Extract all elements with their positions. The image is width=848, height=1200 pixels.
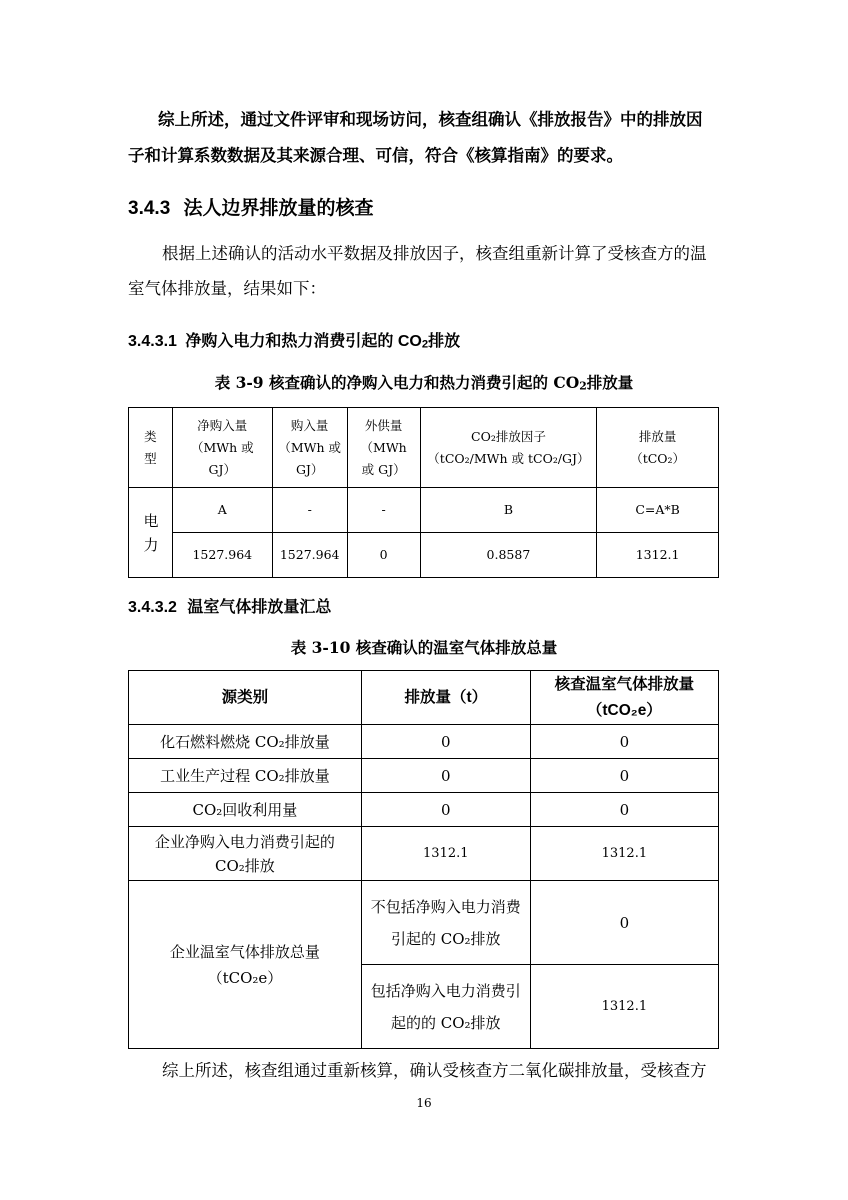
symbol-cell: B (420, 488, 597, 533)
page-number: 16 (416, 1096, 432, 1110)
header-emission: 排放量 （tCO₂） (597, 408, 719, 488)
table-1 (128, 407, 719, 578)
closing-line: 综上所述，核查组通过重新核算，确认受核查方二氧化碳排放量，受核查方 (162, 1061, 707, 1080)
header-factor: CO₂排放因子 （tCO₂/MWh 或 tCO₂/GJ） (420, 408, 597, 488)
row-verified: 0 (530, 759, 718, 793)
subsection-2-heading (128, 594, 331, 617)
symbol-cell: C=A*B (597, 488, 719, 533)
section-heading (128, 193, 374, 220)
row-verified: 1312.1 (530, 827, 718, 881)
section-para-line-1: 根据上述确认的活动水平数据及排放因子，核查组重新计算了受核查方的温 (162, 244, 707, 263)
header-purchase: 购入量（MWh 或 GJ） (272, 408, 347, 488)
total-incl-value: 1312.1 (530, 965, 718, 1049)
total-excl-label: 不包括净购入电力消费引起的 CO₂排放 (361, 881, 530, 965)
row-emission: 0 (361, 793, 530, 827)
table-2-caption: 表 3-10 核查确认的温室气体排放总量 (290, 638, 558, 657)
symbol-cell: A (172, 488, 272, 533)
row-label: 工业生产过程 CO₂排放量 (129, 759, 362, 793)
subsection-1-title: 净购入电力和热力消费引起的 $CO_2$排放 (185, 333, 461, 351)
row-emission: 0 (361, 759, 530, 793)
header-emission-t: 排放量（t） (361, 671, 530, 725)
section-title: 法人边界排放量的核查 (183, 198, 374, 219)
subsection-1-number: 3.4.3.1 (128, 333, 177, 350)
header-source: 源类别 (129, 671, 362, 725)
intro-line-1: 综上所述，通过文件评审和现场访问，核查组确认《排放报告》中的排放因 (158, 110, 703, 129)
symbol-cell: - (272, 488, 347, 533)
subsection-1-heading (128, 328, 460, 351)
value-cell: 0.8587 (420, 533, 597, 578)
row-label: 化石燃料燃烧 CO₂排放量 (129, 725, 362, 759)
row-label: 企业净购入电力消费引起的 CO₂排放 (129, 827, 362, 881)
value-cell: 0 (347, 533, 420, 578)
value-cell: 1527.964 (272, 533, 347, 578)
value-cell: 1312.1 (597, 533, 719, 578)
subsection-2-number: 3.4.3.2 (128, 599, 177, 616)
row-verified: 0 (530, 793, 718, 827)
header-net-purchase: 净购入量（MWh 或 GJ） (172, 408, 272, 488)
intro-line-2: 子和计算系数数据及其来源合理、可信，符合《核算指南》的要求。 (128, 146, 623, 165)
total-incl-label: 包括净购入电力消费引起的的 CO₂排放 (361, 965, 530, 1049)
header-verified: 核查温室气体排放量 （tCO₂e） (530, 671, 718, 725)
table-1-caption: 表 3-9 核查确认的净购入电力和热力消费引起的 $CO_2$排放量 (214, 373, 634, 393)
symbol-cell: - (347, 488, 420, 533)
header-type: 类型 (129, 408, 173, 488)
total-excl-value: 0 (530, 881, 718, 965)
table-2 (128, 670, 719, 1049)
value-cell: 1527.964 (172, 533, 272, 578)
subsection-2-title: 温室气体排放量汇总 (187, 599, 332, 616)
row-label: CO₂回收利用量 (129, 793, 362, 827)
row-verified: 0 (530, 725, 718, 759)
section-number: 3.4.3 (128, 198, 171, 219)
row-emission: 0 (361, 725, 530, 759)
header-export: 外供量（MWh 或 GJ） (347, 408, 420, 488)
row-emission: 1312.1 (361, 827, 530, 881)
total-label: 企业温室气体排放总量 （tCO₂e） (129, 881, 362, 1049)
row-label-electricity: 电力 (129, 488, 173, 578)
section-para-line-2: 室气体排放量，结果如下： (128, 279, 326, 298)
